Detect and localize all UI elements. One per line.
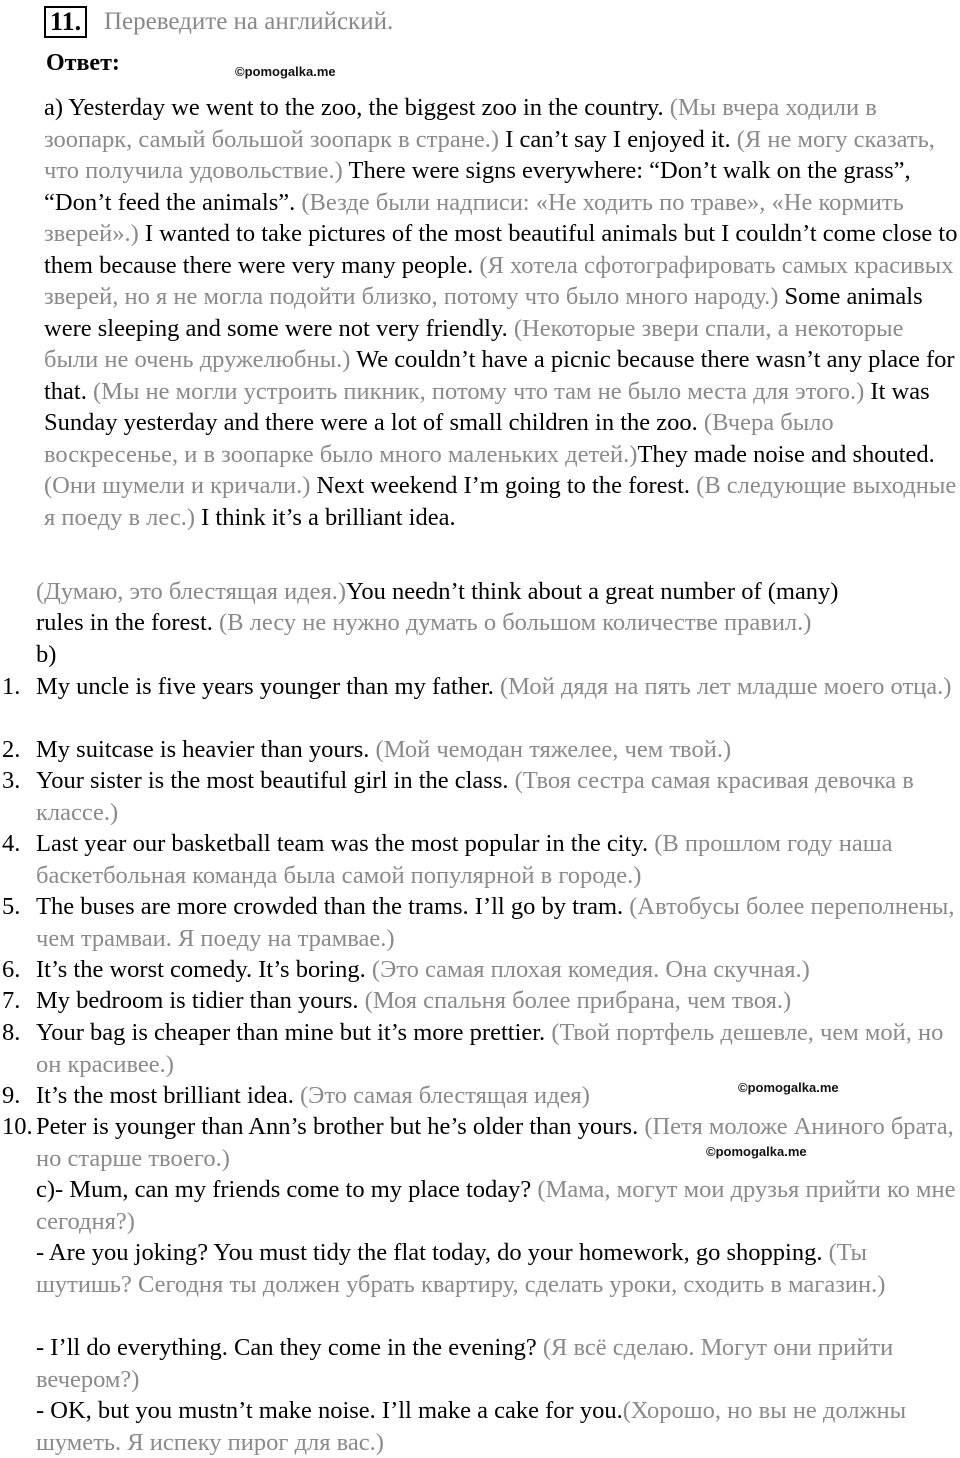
item-number: 5. (2, 893, 21, 920)
dialogue-en: - Are you joking? You must tidy the flat today, do your homework, go shopping. (36, 1239, 829, 1266)
part-a-ru: (Вчера было воскресенье, и в зоопарке было много маленьких детей.) (44, 409, 834, 468)
part-a-ru: (Мы вчера ходили в зоопарк, самый большой зоопарк в стране.) (44, 94, 877, 153)
item-number: 3. (2, 767, 21, 794)
dialogue-en: - OK, but you mustn’t make noise. I’ll make a cake for you. (36, 1397, 623, 1424)
part-a-en: I wanted to take pictures of the most beautiful animals but I couldn’t come close to them because there were very many people. (44, 220, 958, 279)
part-a-en: It was Sunday yesterday and there were a lot of small children in the zoo. (44, 377, 930, 436)
item-ru: (Автобусы более переполнены, чем трамваи. Я поеду на трамвае.) (36, 893, 955, 952)
item-number: 1. (2, 673, 21, 700)
part-a-en: I can’t say I enjoyed it. (505, 125, 737, 153)
item-ru: (Моя спальня более прибрана, чем твоя.) (364, 987, 792, 1014)
item-ru: (Петя моложе Аниного брата, но старше твоего.) (36, 1113, 954, 1172)
part-a-ru: (В следующие выходные я поеду в лес.) (44, 472, 957, 531)
part-a-ru: (Некоторые звери спали, а некоторые были не очень дружелюбны.) (44, 314, 904, 373)
dialogue-en: - I’ll do everything. Can they come in the evening? (36, 1334, 543, 1361)
part-a-ru: (Мы не могли устроить пикник, потому что там не было места для этого.) (93, 377, 871, 405)
part-a-paragraph (44, 92, 960, 533)
item-ru: (Мой дядя на пять лет младше моего отца.) (500, 673, 952, 700)
item-en: It’s the worst comedy. It’s boring. (36, 956, 372, 983)
part-a-continuation-line-1 (36, 576, 838, 608)
item-number: 2. (2, 736, 21, 763)
part-a-en: They made noise and shouted. (637, 440, 935, 468)
item-en: My bedroom is tidier than yours. (36, 987, 365, 1014)
dialogue-ru: (Мама, могут мои друзья прийти ко мне сегодня?) (36, 1176, 956, 1235)
watermark: ©pomogalka.me (235, 64, 336, 79)
part-a-en: There were signs everywhere: “Don’t walk on the grass”, “Don’t feed the animals”. (44, 157, 911, 216)
item-en: Last year our basketball team was the most popular in the city. (36, 830, 655, 857)
item-ru: (Твой портфель дешевле, чем мой, но он красивее.) (36, 1019, 944, 1078)
part-a-en: Next weekend I’m going to the forest. (316, 472, 697, 499)
dialogue-ru: (Хорошо, но вы не должны шуметь. Я испеку пирог для вас.) (36, 1397, 907, 1456)
part-a-en: a) Yesterday we went to the zoo, the biggest zoo in the country. (44, 94, 670, 121)
task-number: 11. (44, 6, 87, 38)
part-a-en: We couldn’t have a picnic because there wasn’t any place for that. (44, 346, 955, 405)
item-number: 9. (2, 1082, 21, 1109)
dialogue-ru: (Я всё сделаю. Могут они прийти вечером?) (36, 1334, 894, 1393)
part-a-en: Some animals were sleeping and some were not very friendly. (44, 283, 923, 342)
part-a-ru: (Везде были надписи: «Не ходить по траве», «Не кормить зверей».) (44, 188, 904, 247)
item-number: 10. (2, 1113, 33, 1140)
dialogue-ru: (Ты шутишь? Сегодня ты должен убрать квартиру, сделать уроки, сходить в магазин.) (36, 1239, 886, 1298)
item-number: 8. (2, 1019, 21, 1046)
item-en: Your sister is the most beautiful girl in the class. (36, 767, 515, 794)
item-number: 4. (2, 830, 21, 857)
item-en: It’s the most brilliant idea. (36, 1082, 301, 1109)
task-instruction: Переведите на английский. (104, 8, 394, 35)
dialogue-en: c)- Mum, can my friends come to my place today? (36, 1176, 538, 1203)
answer-label: Ответ: (46, 50, 120, 76)
part-b-label: b) (36, 641, 57, 668)
part-a-ru: (Я хотела сфотографировать самых красивых зверей, но я не могла подойти близко, потому что было много народу.) (44, 251, 954, 310)
part-a-ru: (Они шумели и кричали.) (44, 472, 317, 499)
item-ru: (Это самая плохая комедия. Она скучная.) (371, 956, 810, 983)
item-number: 6. (2, 956, 21, 983)
item-number: 7. (2, 987, 21, 1014)
item-en: Peter is younger than Ann’s brother but he’s older than yours. (36, 1113, 645, 1140)
part-a-continuation-line-2 (36, 607, 811, 639)
part-a-en: I think it’s a brilliant idea. (201, 503, 456, 531)
item-ru: (Мой чемодан тяжелее, чем твой.) (375, 736, 732, 763)
item-ru: (Это самая блестящая идея) (300, 1082, 590, 1109)
part-a-en: You needn’t think about a great number of (many) (346, 578, 839, 605)
item-ru: (Твоя сестра самая красивая девочка в классе.) (36, 767, 914, 826)
item-ru: (В прошлом году наша баскетбольная команда была самой популярной в городе.) (36, 830, 893, 889)
item-en: My suitcase is heavier than yours. (36, 736, 376, 763)
part-a-ru: (Думаю, это блестящая идея.) (36, 578, 347, 605)
part-a-ru: (В лесу не нужно думать о большом количестве правил.) (219, 609, 812, 636)
part-a-ru: (Я не могу сказать, что получила удовольствие.) (44, 125, 935, 184)
item-en: My uncle is five years younger than my father. (36, 673, 501, 700)
watermark: ©pomogalka.me (706, 1144, 807, 1159)
item-en: Your bag is cheaper than mine but it’s more prettier. (36, 1019, 552, 1046)
item-en: The buses are more crowded than the trams. I’ll go by tram. (36, 893, 630, 920)
part-a-en: rules in the forest. (36, 609, 220, 636)
watermark: ©pomogalka.me (738, 1080, 839, 1095)
